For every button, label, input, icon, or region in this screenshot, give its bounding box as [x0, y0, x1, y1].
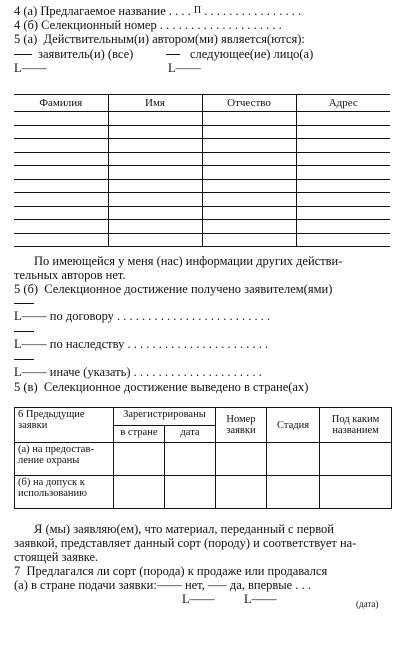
- other-line: L—— иначе (указать) . . . . . . . . . . . . . . . . . . . . .: [14, 365, 262, 379]
- usage-row-label: (б) на допуск к использованию: [15, 476, 114, 509]
- date-note: (дата): [356, 599, 379, 609]
- applicant-dash: [14, 54, 32, 55]
- table-row: [14, 125, 390, 139]
- inheritance-line: L—— по наследству . . . . . . . . . . . . . . . . . . . . . . .: [14, 337, 269, 351]
- inheritance-checkbox[interactable]: L——: [14, 337, 50, 351]
- applicant-checkbox[interactable]: L——: [14, 61, 47, 75]
- in-country-header: в стране: [113, 425, 164, 443]
- persons-checkbox[interactable]: L——: [168, 61, 201, 75]
- table-row: [14, 179, 390, 193]
- proposed-name-line: 4 (а) Предлагаемое название . . . . $^П$ . . . . . . . . . . . . . . . .: [14, 4, 302, 18]
- table-row: [15, 443, 392, 476]
- inheritance-label: по наследству: [49, 337, 125, 351]
- offered-for-sale-label: 7 Предлагался ли сорт (порода) к продаже или продавался: [14, 564, 328, 578]
- table-row: [14, 193, 390, 207]
- declaration-line2: заявкой, представляет данный сорт (породу) и соответствует на-: [14, 536, 357, 550]
- breeding-number-line: [14, 18, 396, 32]
- table-row: [14, 139, 390, 153]
- persons-dash: [166, 54, 180, 55]
- breeding-number-label: 4 (б) Селекционный номер: [14, 18, 157, 32]
- col-surname: Фамилия: [14, 95, 108, 112]
- contract-dash: [14, 303, 34, 304]
- applicant-option-label: заявитель(и) (все): [38, 47, 134, 61]
- no-option-label: нет,: [184, 578, 205, 592]
- other-checkbox[interactable]: L——: [14, 365, 50, 379]
- table-row: [14, 220, 390, 234]
- contract-label: по договору: [49, 309, 114, 323]
- filing-country-line: (а) в стране подачи заявки:—— нет, —– да, впервые . . .: [14, 578, 311, 592]
- authors-section-label: 5 (а) Действительным(и) автором(ми) является(ются):: [14, 32, 305, 46]
- prev-applications-header: 6 Предыдущие заявки: [15, 408, 114, 443]
- application-number-header: Номер заявки: [215, 408, 266, 443]
- declaration-line1: Я (мы) заявляю(ем), что материал, переданный с первой: [34, 522, 334, 536]
- contract-line: L—— по договору . . . . . . . . . . . . . . . . . . . . . . . . .: [14, 309, 271, 323]
- col-first-name: Имя: [108, 95, 202, 112]
- filing-country-label: (а) в стране подачи заявки:: [14, 578, 157, 592]
- table-row: [14, 233, 390, 247]
- proposed-name-label: 4 (а) Предлагаемое название: [14, 4, 166, 18]
- no-other-authors-line2: тельных авторов нет.: [14, 268, 126, 282]
- authors-table: [14, 94, 390, 247]
- bred-in-country-label: 5 (в) Селекционное достижение выведено в стране(ах): [14, 380, 309, 394]
- protection-row-label: (а) на предостав-ление охраны: [15, 443, 114, 476]
- yes-checkbox[interactable]: L——: [244, 592, 277, 606]
- yes-option-label: да, впервые: [229, 578, 293, 592]
- other-dash: [14, 359, 34, 360]
- table-row: [14, 206, 390, 220]
- date-header: дата: [164, 425, 215, 443]
- no-other-authors-line1: По имеющейся у меня (нас) информации других действи-: [34, 254, 343, 268]
- persons-option-label: следующее(ие) лицо(а): [190, 47, 314, 61]
- breeding-number-dots[interactable]: . . . . . . . . . . . . . . . . . . . .: [159, 18, 282, 32]
- no-checkbox[interactable]: L——: [182, 592, 215, 606]
- table-row: [14, 112, 390, 126]
- col-patronymic: Отчество: [202, 95, 296, 112]
- registered-header: Зарегистрированы: [113, 408, 215, 426]
- stage-header: Стадия: [266, 408, 319, 443]
- previous-applications-table: [14, 407, 392, 509]
- proposed-name-dots: . . . .: [168, 4, 191, 18]
- table-row: [14, 152, 390, 166]
- declaration-line3: стоящей заявке.: [14, 550, 99, 564]
- proposed-name-value[interactable]: П: [193, 5, 202, 16]
- table-row: [15, 476, 392, 509]
- obtained-section-label: 5 (б) Селекционное достижение получено заявителем(ями): [14, 282, 333, 296]
- col-address: Адрес: [296, 95, 390, 112]
- table-row: [14, 166, 390, 180]
- contract-checkbox[interactable]: L——: [14, 309, 50, 323]
- other-label: иначе (указать): [49, 365, 131, 379]
- under-name-header: Под каким названием: [320, 408, 392, 443]
- inheritance-dash: [14, 331, 34, 332]
